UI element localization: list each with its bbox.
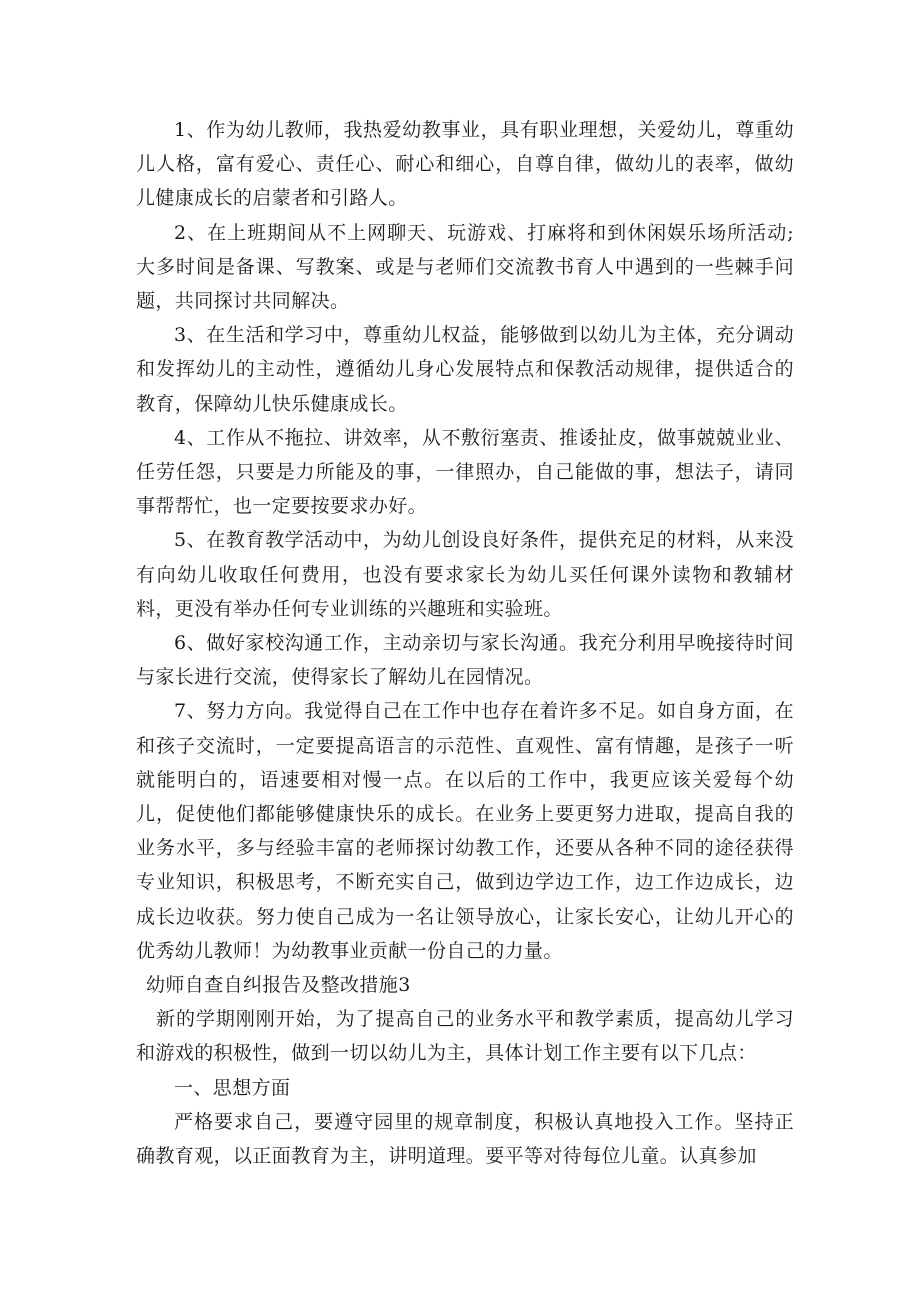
- paragraph-6: 6、做好家校沟通工作，主动亲切与家长沟通。我充分利用早晚接待时间与家长进行交流，使得家长了解幼儿在园情况。: [136, 632, 794, 689]
- subheading-thought: 一、思想方面: [174, 1076, 291, 1099]
- paragraph-1: 1、作为幼儿教师，我热爱幼教事业，具有职业理想，关爱幼儿，尊重幼儿人格，富有爱心、责任心、耐心和细心，自尊自律，做幼儿的表率，做幼儿健康成长的启蒙者和引路人。: [136, 119, 794, 210]
- paragraph-2: 2、在上班期间从不上网聊天、玩游戏、打麻将和到休闲娱乐场所活动;大多时间是备课、写教案、或是与老师们交流教书育人中遇到的一些棘手问题，共同探讨共同解决。: [136, 221, 794, 313]
- section-title: 幼师自查自纠报告及整改措施3: [146, 974, 411, 997]
- section-intro: 新的学期刚刚开始，为了提高自己的业务水平和教学素质，提高幼儿学习和游戏的积极性，做到一切以幼儿为主，具体计划工作主要有以下几点：: [136, 1008, 794, 1065]
- paragraph-5: 5、在教育教学活动中，为幼儿创设良好条件，提供充足的材料，从来没有向幼儿收取任何费用，也没有要求家长为幼儿买任何课外读物和教辅材料，更没有举办任何专业训练的兴趣班和实验班。: [136, 529, 794, 620]
- paragraph-7: 7、努力方向。我觉得自己在工作中也存在着许多不足。如自身方面，在和孩子交流时，一定要提高语言的示范性、直观性、富有情趣，是孩子一听就能明白的，语速要相对慢一点。在以后的工作中，我更应该关爱每个幼儿，促使他们都能够健康快乐的成长。在业务上要更努力进取，提高自我的业务水平，多与经验丰富的老师探讨幼教工作，还要从各种不同的途径获得专业知识，积极思考，不断充实自己，做到边学边工作，边工作边成长，边成长边收获。努力使自己成为一名让领导放心，让家长安心，让幼儿开心的优秀幼儿教师！为幼教事业贡献一份自己的力量。: [136, 700, 794, 962]
- paragraph-4: 4、工作从不拖拉、讲效率，从不敷衍塞责、推诿扯皮，做事兢兢业业、任劳任怨，只要是力所能及的事，一律照办，自己能做的事，想法子，请同事帮帮忙，也一定要按要求办好。: [136, 426, 794, 518]
- paragraph-last: 严格要求自己，要遵守园里的规章制度，积极认真地投入工作。坚持正确教育观，以正面教育为主，讲明道理。要平等对待每位儿童。认真参加: [136, 1110, 794, 1168]
- paragraph-3: 3、在生活和学习中，尊重幼儿权益，能够做到以幼儿为主体，充分调动和发挥幼儿的主动性，遵循幼儿身心发展特点和保教活动规律，提供适合的教育，保障幼儿快乐健康成长。: [136, 324, 794, 415]
- document-body: [136, 113, 794, 1173]
